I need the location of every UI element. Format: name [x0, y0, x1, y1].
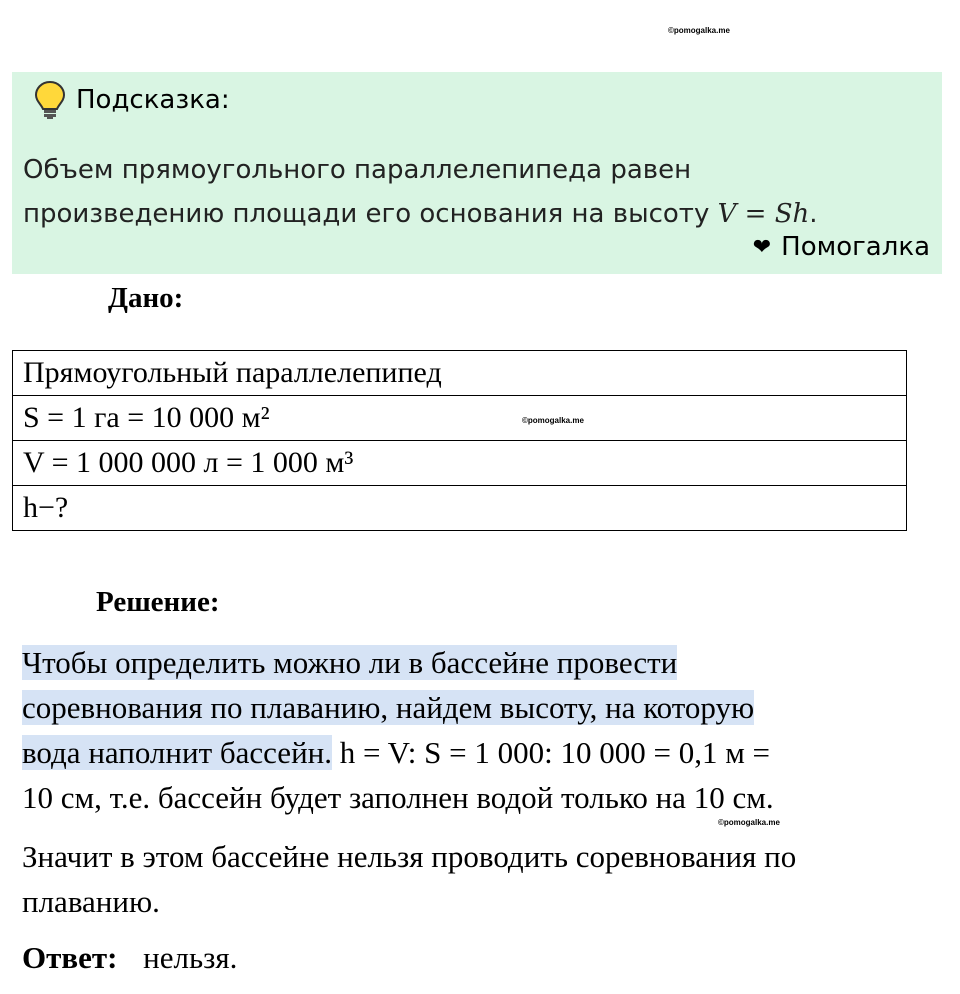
hint-box	[12, 72, 942, 274]
answer-label: Ответ:	[22, 940, 118, 975]
solution-paragraph: Чтобы определить можно ли в бассейне провести соревнования по плаванию, найдем высоту, на которую вода наполнит бассейн. h = V: S = 1 000: 10 000 = 0,1 м = 10 см, т.е. бассейн будет заполнен водой только на 10 см.	[22, 645, 774, 815]
table-row: V = 1 000 000 л = 1 000 м³	[13, 441, 907, 486]
lightbulb-icon	[34, 80, 66, 120]
hint-formula: V = Sh	[717, 199, 810, 229]
watermark: ©pomogalka.me	[522, 416, 584, 425]
conclusion-paragraph: Значит в этом бассейне нельзя проводить соревнования по плаванию.	[22, 839, 797, 919]
solution-formula: h = V: S = 1 000: 10 000 = 0,1 м =	[339, 735, 771, 770]
table-row: Прямоугольный параллелепипед	[13, 351, 907, 396]
watermark: ©pomogalka.me	[718, 818, 780, 827]
table-row: h−?	[13, 486, 907, 531]
hint-title: Подсказка:	[76, 85, 230, 115]
answer-value: нельзя.	[143, 940, 238, 975]
heart-icon: ❤	[752, 234, 772, 260]
solution-heading: Решение:	[96, 586, 220, 618]
table-row: S = 1 га = 10 000 м²	[13, 396, 907, 441]
answer-line	[22, 940, 237, 976]
watermark: ©pomogalka.me	[668, 26, 730, 35]
brand-signature: ❤ Помогалка	[752, 232, 930, 262]
given-heading: Дано:	[108, 282, 184, 314]
hint-text: Объем прямоугольного параллелепипеда равен произведению площади его основания на высоту V = Sh.	[23, 155, 818, 229]
given-table	[12, 350, 907, 531]
hint-title-row	[34, 80, 230, 120]
